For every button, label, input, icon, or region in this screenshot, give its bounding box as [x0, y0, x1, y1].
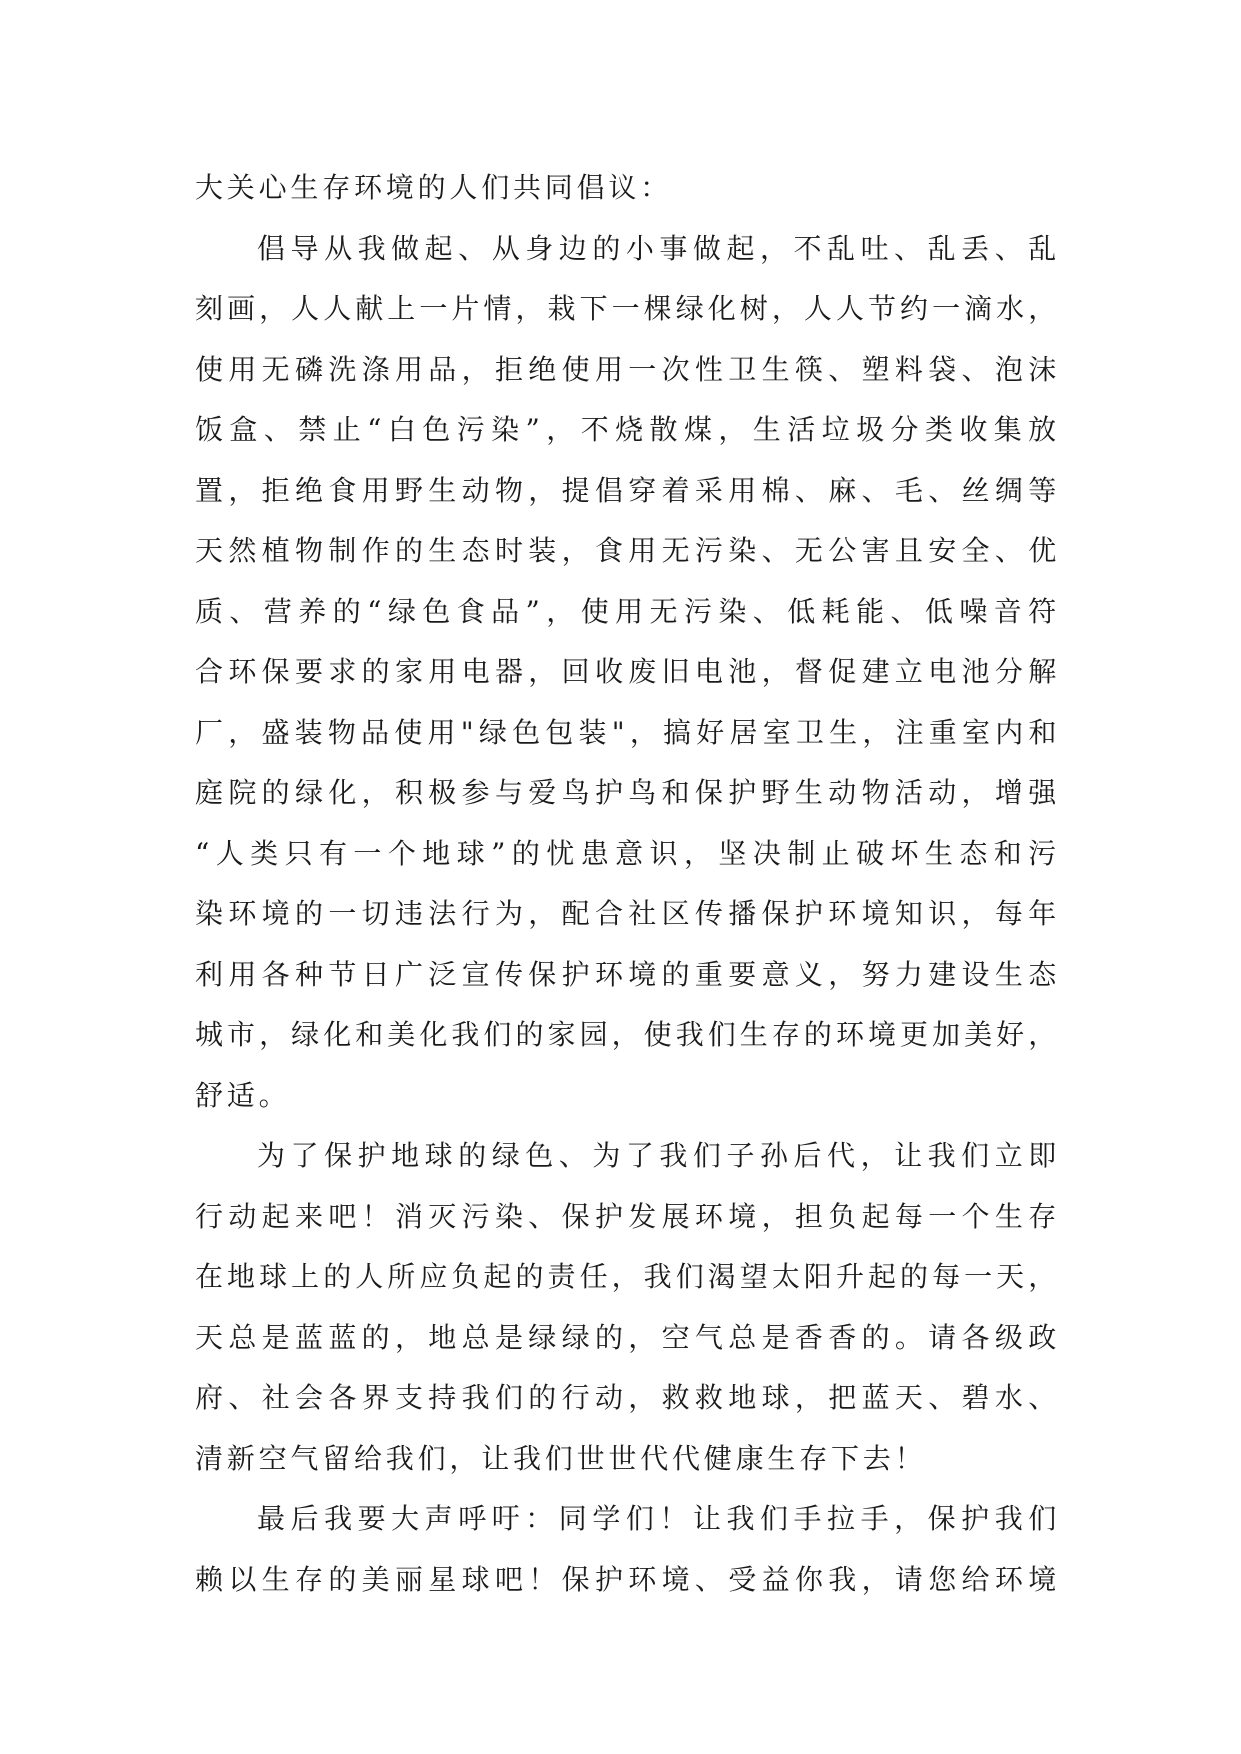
text-line: 合 环 保 要 求 的 家 用 电 器 ， 回 收 废 旧 电 池 ， 督 促 建 立 电 池 分 解: [195, 655, 1057, 688]
text-line: 使 用 无 磷 洗 涤 用 品 ， 拒 绝 使 用 一 次 性 卫 生 筷 、 塑 料 袋 、 泡 沫: [195, 352, 1057, 386]
text-line: 赖 以 生 存 的 美 丽 星 球 吧 ！ 保 护 环 境 、 受 益 你 我 ， 请 您 给 环 境: [195, 1562, 1057, 1596]
text-line: 厂 ， 盛 装 物 品 使 用 " 绿 色 包 装 " ， 搞 好 居 室 卫 生 ， 注 重 室 内 和: [195, 715, 1057, 749]
text-line: 城 市 ， 绿 化 和 美 化 我 们 的 家 园 ， 使 我 们 生 存 的 环 境 更 加 美 好 ，: [195, 1018, 1057, 1051]
text-line: 在 地 球 上 的 人 所 应 负 起 的 责 任 ， 我 们 渴 望 太 阳 升 起 的 每 一 天 ，: [195, 1260, 1057, 1293]
text-line: 行 动 起 来 吧 ！ 消 灭 污 染 、 保 护 发 展 环 境 ， 担 负 起 每 一 个 生 存: [195, 1199, 1057, 1233]
text-line: 利 用 各 种 节 日 广 泛 宣 传 保 护 环 境 的 重 要 意 义 ， 努 力 建 设 生 态: [195, 957, 1057, 991]
text-line: 天 总 是 蓝 蓝 的 ， 地 总 是 绿 绿 的 ， 空 气 总 是 香 香 的 。 请 各 级 政: [195, 1320, 1057, 1354]
text-line: 染 环 境 的 一 切 违 法 行 为 ， 配 合 社 区 传 播 保 护 环 境 知 识 ， 每 年: [195, 897, 1057, 930]
text-line: 质 、 营 养 的 “ 绿 色 食 品 ” ， 使 用 无 污 染 、 低 耗 能 、 低 噪 音 符: [195, 594, 1057, 628]
text-line: 天 然 植 物 制 作 的 生 态 时 装 ， 食 用 无 污 染 、 无 公 害 且 安 全 、 优: [195, 534, 1057, 567]
document-body: [195, 158, 1057, 1610]
text-line: 最 后 我 要 大 声 呼 吁 ： 同 学 们 ！ 让 我 们 手 拉 手 ， 保 护 我 们: [257, 1502, 1057, 1535]
text-line: 倡 导 从 我 做 起 、 从 身 边 的 小 事 做 起 ， 不 乱 吐 、 乱 丢 、 乱: [257, 231, 1057, 265]
text-line: 为 了 保 护 地 球 的 绿 色 、 为 了 我 们 子 孙 后 代 ， 让 我 们 立 即: [257, 1139, 1057, 1172]
text-line: 大关心生存环境的人们共同倡议：: [195, 171, 673, 204]
text-line: 舒适。: [195, 1078, 291, 1112]
text-line: 刻 画 ， 人 人 献 上 一 片 情 ， 栽 下 一 棵 绿 化 树 ， 人 人 节 约 一 滴 水 ，: [195, 292, 1057, 325]
text-line: 饭 盒 、 禁 止 “ 白 色 污 染 ” ， 不 烧 散 煤 ， 生 活 垃 圾 分 类 收 集 放: [195, 413, 1057, 446]
text-line: 庭 院 的 绿 化 ， 积 极 参 与 爱 鸟 护 鸟 和 保 护 野 生 动 物 活 动 ， 增 强: [195, 776, 1057, 809]
text-line: 置 ， 拒 绝 食 用 野 生 动 物 ， 提 倡 穿 着 采 用 棉 、 麻 、 毛 、 丝 绸 等: [195, 473, 1057, 507]
text-line: “ 人 类 只 有 一 个 地 球 ” 的 忧 患 意 识 ， 坚 决 制 止 破 坏 生 态 和 污: [195, 836, 1057, 870]
text-line: 府 、 社 会 各 界 支 持 我 们 的 行 动 ， 救 救 地 球 ， 把 蓝 天 、 碧 水 、: [195, 1381, 1057, 1414]
text-line: 清新空气留给我们，让我们世世代代健康生存下去！: [195, 1441, 927, 1475]
